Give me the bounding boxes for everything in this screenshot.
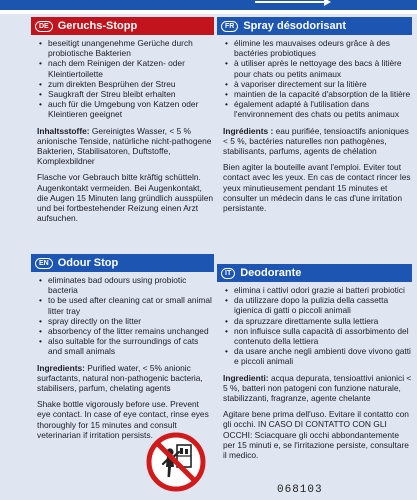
feature-list-it [223,285,412,367]
list-item: • da spruzzare direttamente sulla lettiera [223,316,412,326]
ingredients-label: Ingrédients : [223,125,274,136]
ingredients-de [37,126,214,167]
section-title-de: Geruchs-Stopp [57,20,138,32]
list-item: • da utilizzare dopo la pulizia della cassetta igienica di gatti o piccoli animali [223,295,412,315]
list-item: • also suitable for the surroundings of cats and small animals [37,336,214,356]
list-item: • da usare anche negli ambienti dove vivono gatti e piccoli animali [223,346,412,366]
list-item: • à utiliser après le nettoyage des bacs à litière pour chats ou petits animaux [223,58,412,78]
arrow-icon [255,1,325,3]
list-item: • to be used after cleaning cat or small animal litter tray [37,295,214,315]
language-badge-fr: FR [221,21,238,32]
list-item: • nach dem Reinigen der Katzen- oder Kleintiertoilette [37,58,214,78]
section-header-en [31,254,214,272]
feature-list-de [37,38,214,120]
ingredients-text: acqua depurata, tensioattivi anionici < 5 %, batteri non patogeni con funzione naturale, stabilizzanti, fragranze, agente chelante [223,372,412,404]
feature-list-fr [223,38,412,120]
ingredients-label: Ingredienti: [223,372,269,383]
list-item: • Saugkraft der Streu bleibt erhalten [37,89,214,99]
list-item: • à vaporiser directement sur la litière [223,79,412,89]
section-title-it: Deodorante [240,267,302,279]
top-band [0,0,417,14]
section-de [31,17,214,223]
list-item: • zum direkten Besprühen der Streu [37,79,214,89]
section-body-fr [217,35,412,213]
ingredients-it [223,373,412,404]
ingredients-en [37,363,214,394]
list-item: • eliminates bad odours using probiotic bacteria [37,275,214,295]
language-badge-it: IT [221,268,235,279]
top-blue-stripe [0,0,417,10]
list-item: • absorbency of the litter remains unchanged [37,326,214,336]
feature-list-en [37,275,214,357]
ingredients-text: Gereinigtes Wasser, < 5 % anionische Tenside, natürliche nicht-pathogene Bakterien, Stabilisatoren, Duftstoffe, Komplexbildner [37,125,212,167]
warning-de: Flasche vor Gebrauch bitte kräftig schütteln. Augenkontakt vermeiden. Bei Augenkontakt, die Augen 15 Minuten lang gründlich ausspülen und bei fortbestehender Reizung einen Arzt aufsuchen. [37,172,214,224]
no-children-access-icon [146,432,206,492]
list-item: • beseitigt unangenehme Gerüche durch probiotische Bakterien [37,38,214,58]
ingredients-text: eau purifiée, tensioactifs anioniques < 5 %, bactéries naturelles non pathogènes, stabilisants, parfums, agents de chélation [223,125,409,157]
ingredients-label: Ingredients: [37,362,85,373]
list-item: • également adapté à l'utilisation dans l'environnement des chats ou petits animaux [223,99,412,119]
section-header-de [31,17,214,35]
language-badge-en: EN [35,258,53,269]
section-title-fr: Spray désodorisant [243,20,347,32]
section-body-de [31,35,214,223]
warning-it: Agitare bene prima dell'uso. Evitare il contatto con gli occhi. IN CASO DI CONTATTO CON GLI OCCHI: Sciacquare gli occhi abbondantemente per 15 minuti e, se l'irritazione persiste, consultare il medico. [223,409,409,461]
list-item: • maintien de la capacité d'absorption de la litière [223,89,412,99]
ingredients-text: Purified water, < 5% anionic surfactants, natural non-pathogenic bacteria, stabilisers, parfum, chelating agents [37,362,203,394]
warning-fr: Bien agiter la bouteille avant l'emploi. Eviter tout contact avec les yeux. En cas de contact rincer les yeux minutieusement pendant 15 minutes et consulter un médecin dans le cas d'une irritation persistante. [223,162,411,214]
section-body-en [31,272,214,440]
section-title-en: Odour Stop [57,257,119,269]
list-item: • non influisce sulla capacità di assorbimento del contenuto della lettiera [223,326,412,346]
list-item: • elimina i cattivi odori grazie ai batteri probiotici [223,285,412,295]
ingredients-label: Inhaltsstoffe: [37,125,90,136]
section-header-fr [217,17,412,35]
list-item: • auch für die Umgebung von Katzen oder Kleintieren geeignet [37,99,214,119]
list-item: • élimine les mauvaises odeurs grâce à des bactéries probiotiques [223,38,412,58]
ingredients-fr [223,126,412,157]
warning-en: Shake bottle vigorously before use. Prevent eye contact. In case of eye contact, rinse eyes thoroughly for 15 minutes and consult veterinarian if irritation persists. [37,399,209,440]
section-it [217,264,412,460]
section-en [31,254,214,440]
language-badge-de: DE [35,21,53,32]
list-item: • spray directly on the litter [37,316,214,326]
section-fr [217,17,412,213]
section-body-it [217,282,412,460]
section-header-it [217,264,412,282]
lot-code: 068103 [277,484,323,496]
